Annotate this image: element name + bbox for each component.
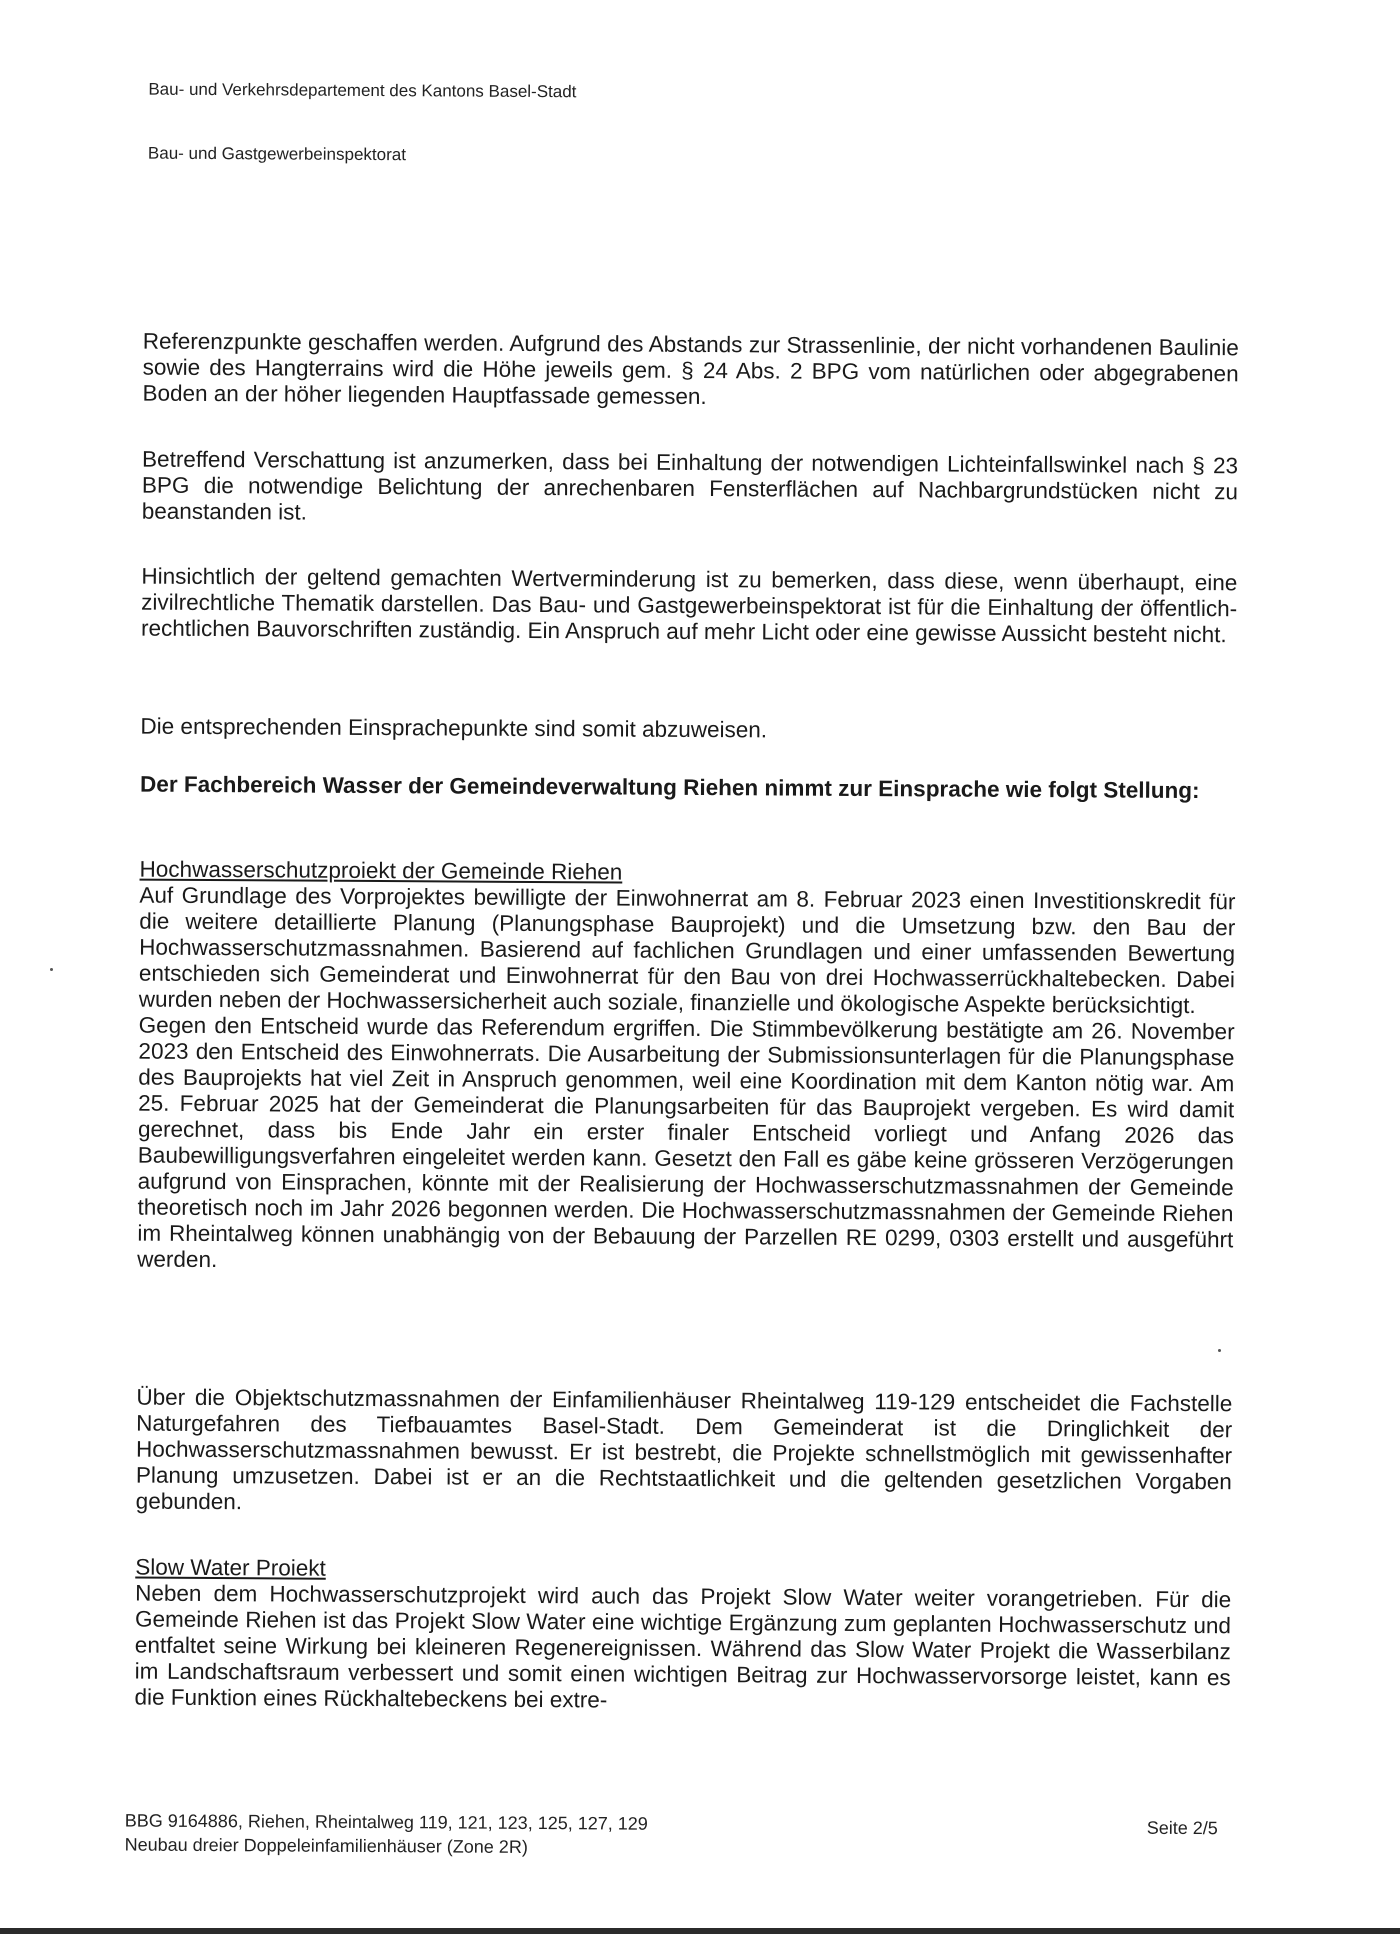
section-title: Hochwasserschutzproiekt der Gemeinde Riehen: [139, 856, 623, 885]
paragraph-text: Auf Grundlage des Vorprojektes bewilligte der Einwohnerrat am 8. Februar 2023 einen Investitionskredit für die weitere detaillierte Planung (Planungsphase Bauprojekt) und die Umsetzung bzw. den Bau der Hochwasserschutzmassnahmen. Basierend auf fachlichen Grundlagen und einer umfassenden Bewertung entschieden sich Gemeinderat und Einwohnerrat für den Bau von drei Hochwasserrückhaltebecken. Dabei wurden neben der Hochwassersicherheit auch soziale, finanzielle und ökologische Aspekte berücksichtigt.: [138, 882, 1236, 1019]
scan-speck: [1218, 1349, 1221, 1352]
paragraph-shading: [142, 447, 1238, 532]
footer-line-2: Neubau dreier Doppeleinfamilienhäuser (Zone 2R): [124, 1834, 528, 1857]
paragraph-reference-points: [142, 329, 1238, 414]
footer-line-1: BBG 9164886, Riehen, Rheintalweg 119, 121, 123, 125, 127, 129: [124, 1810, 648, 1834]
paragraph-text: Referenzpunkte geschaffen werden. Aufgrund des Abstands zur Strassenlinie, der nicht vorhandenen Baulinie sowie des Hangterrains wird die Höhe jeweils gem. § 24 Abs. 2 BPG vom natürlichen oder abgegrabenen Boden an der höher liegenden Hauptfassade gemessen.: [142, 328, 1239, 410]
footer-reference: [125, 1809, 648, 1860]
paragraph-conclusion: [140, 714, 1236, 747]
paragraph-text: Über die Objektschutzmassnahmen der Einfamilienhäuser Rheintalweg 119-129 entscheidet die Fachstelle Naturgefahren des Tiefbauamtes Basel-Stadt. Dem Gemeinderat ist die Dringlichkeit der Hochwasserschutzmassnahmen bewusst. Er ist bestrebt, die Projekte schnellstmöglich mit gewissenhafter Planung umzusetzen. Dabei ist er an die Rechtstaatlichkeit und die geltenden gesetzlichen Vorgaben gebunden.: [135, 1384, 1233, 1515]
header-department: Bau- und Verkehrsdepartement des Kantons Basel-Stadt: [148, 79, 577, 102]
scan-speck: [50, 968, 53, 971]
paragraph-text: Betreffend Verschattung ist anzumerken, dass bei Einhaltung der notwendigen Lichteinfallswinkel nach § 23 BPG die notwendige Belichtung der anrechenbaren Fensterflächen auf Nachbargrundstücken nicht zu beanstanden ist.: [141, 446, 1239, 525]
page-number: Seite 2/5: [1146, 1817, 1218, 1839]
paragraph-text: Die entsprechenden Einsprachepunkte sind somit abzuweisen.: [140, 713, 768, 743]
paragraph-value-reduction: [141, 564, 1237, 649]
scan-border: [0, 1928, 1400, 1934]
section-heading-bold: [140, 772, 1236, 805]
section-slow-water: [134, 1555, 1231, 1718]
section-title: Slow Water Proiekt: [135, 1554, 326, 1581]
paragraph-text: Gegen den Entscheid wurde das Referendum ergriffen. Die Stimmbevölkerung bestätigte am 26. November 2023 den Entscheid des Einwohnerrats. Die Ausarbeitung der Submissionsunterlagen für die Planungsphase des Bauprojekts hat viel Zeit in Anspruch genommen, weil eine Koordination mit dem Kanton nötig war. Am 25. Februar 2025 hat der Gemeinderat die Planungsarbeiten für das Bauprojekt vergeben. Es wird damit gerechnet, dass bis Ende Jahr ein erster finaler Entscheid vorliegt und Anfang 2026 das Baubewilligungsverfahren eingeleitet werden kann. Gesetzt den Fall es gäbe keine grösseren Verzögerungen aufgrund von Einsprachen, könnte mit der Realisierung der Hochwasserschutzmassnahmen der Gemeinde theoretisch noch im Jahr 2026 begonnen werden. Die Hochwasserschutzmassnahmen der Gemeinde Riehen im Rheintalweg können unabhängig von der Bebauung der Parzellen RE 0299, 0303 erstellt und ausgeführt werden.: [137, 1012, 1235, 1273]
paragraph-object-protection: [136, 1385, 1233, 1522]
header-office: Bau- und Gastgewerbeinspektorat: [147, 143, 407, 165]
heading-text: Der Fachbereich Wasser der Gemeindeverwaltung Riehen nimmt zur Einsprache wie folgt Stellung:: [140, 771, 1200, 804]
paragraph-text: Neben dem Hochwasserschutzprojekt wird auch das Projekt Slow Water weiter vorangetrieben. Für die Gemeinde Riehen ist das Projekt Slow Water eine wichtige Ergänzung zum geplanten Hochwasserschutz und entfaltet seine Wirkung bei kleineren Regenereignissen. Während das Slow Water Projekt die Wasserbilanz im Landschaftsraum verbessert und somit einen wichtigen Beitrag zur Hochwasservorsorge leistet, kann es die Funktion eines Rückhaltebeckens bei extre-: [134, 1580, 1232, 1713]
section-flood-protection: [137, 857, 1236, 1280]
paragraph-text: Hinsichtlich der geltend gemachten Wertverminderung ist zu bemerken, dass diese, wenn überhaupt, eine zivilrechtliche Thematik darstellen. Das Bau- und Gastgewerbeinspektorat ist für die Einhaltung der öffentlich-rechtlichen Bauvorschriften zuständig. Ein Anspruch auf mehr Licht oder eine gewisse Aussicht besteht nicht.: [140, 563, 1238, 648]
